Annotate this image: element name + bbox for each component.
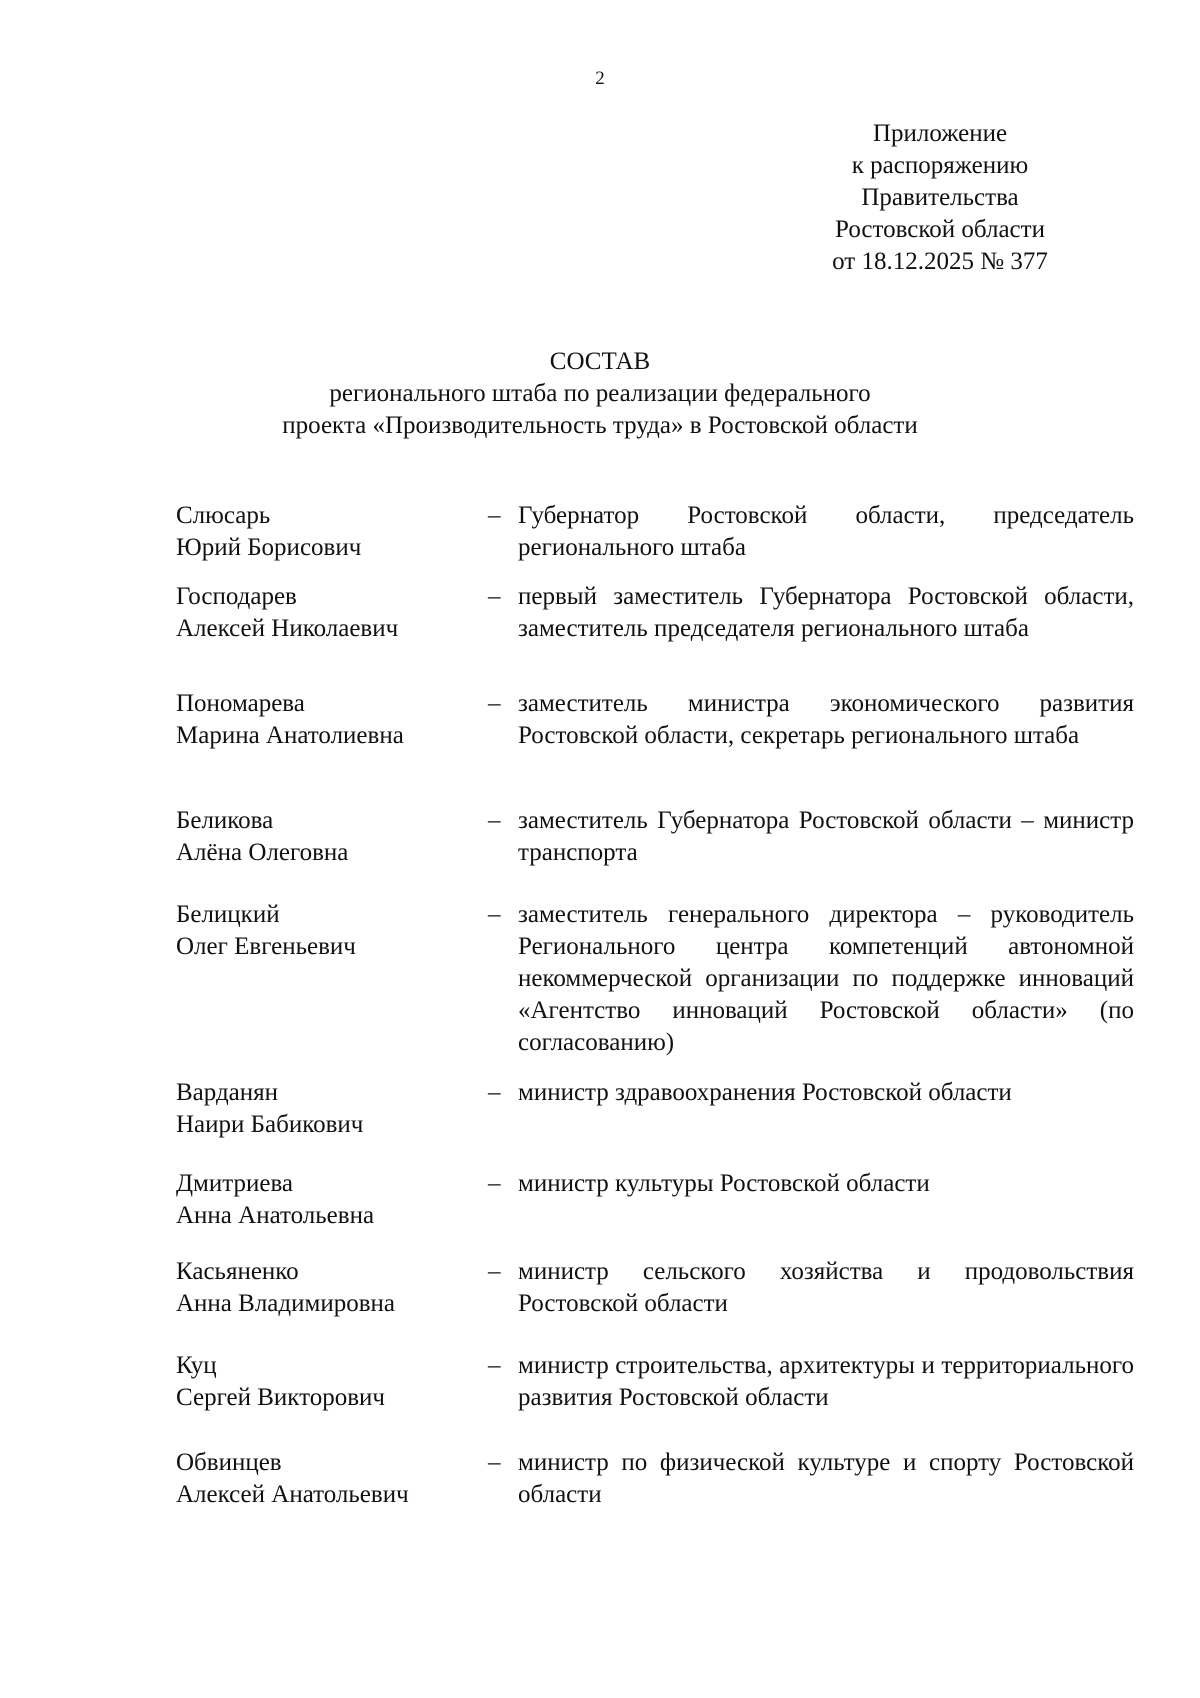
member-role: министр здравоохранения Ростовской области — [518, 1079, 1012, 1106]
appendix-line: Приложение — [872, 120, 1008, 147]
members-list — [176, 500, 1134, 1517]
member-role: заместитель генерального директора – руководитель Регионального центра компетенций автономной некоммерческой организации по поддержке инноваций «Агентство инноваций Ростовской области» (по согласованию) — [518, 901, 1134, 1056]
title-subtitle-line: регионального штаба по реализации федерального — [329, 380, 871, 407]
appendix-line: от 18.12.2025 № 377 — [832, 248, 1048, 275]
member-surname: Дмитриева — [176, 1170, 294, 1197]
appendix-line: Правительства — [861, 184, 1019, 211]
member-given-names: Алёна Олеговна — [176, 839, 349, 866]
member-name — [176, 1077, 488, 1141]
member-given-names: Анна Анатольевна — [176, 1202, 375, 1229]
member-surname: Слюсарь — [176, 502, 271, 529]
member-surname: Белицкий — [176, 901, 280, 928]
member-given-names: Сергей Викторович — [176, 1384, 385, 1411]
member-role: первый заместитель Губернатора Ростовской области, заместитель председателя регионального штаба — [518, 583, 1134, 642]
member-surname: Обвинцев — [176, 1449, 282, 1476]
member-name — [176, 688, 488, 752]
member-row — [176, 1447, 1134, 1517]
title-subtitle-line: проекта «Производительность труда» в Ростовской области — [282, 412, 918, 439]
member-surname: Куц — [176, 1352, 217, 1379]
member-dash: – — [488, 1258, 501, 1285]
member-dash: – — [488, 583, 501, 610]
member-role: заместитель Губернатора Ростовской области – министр транспорта — [518, 807, 1134, 866]
member-surname: Касьяненко — [176, 1258, 299, 1285]
member-row — [176, 899, 1134, 1077]
member-role: министр по физической культуре и спорту Ростовской области — [518, 1449, 1134, 1508]
member-role: Губернатор Ростовской области, председатель регионального штаба — [518, 502, 1134, 561]
member-given-names: Наири Бабикович — [176, 1111, 364, 1138]
member-dash: – — [488, 1170, 501, 1197]
member-name — [176, 805, 488, 869]
member-surname: Пономарева — [176, 690, 305, 717]
member-row — [176, 500, 1134, 581]
appendix-block — [800, 118, 1080, 278]
member-name — [176, 581, 488, 645]
member-row — [176, 1168, 1134, 1256]
member-role: министр строительства, архитектуры и территориального развития Ростовской области — [518, 1352, 1134, 1411]
member-given-names: Марина Анатолиевна — [176, 722, 404, 749]
member-surname: Беликова — [176, 807, 274, 834]
member-row — [176, 805, 1134, 899]
member-row — [176, 581, 1134, 688]
member-role: заместитель министра экономического развития Ростовской области, секретарь регионального штаба — [518, 690, 1134, 749]
member-row — [176, 688, 1134, 805]
member-dash: – — [488, 1079, 501, 1106]
member-name — [176, 1256, 488, 1320]
member-given-names: Олег Евгеньевич — [176, 933, 356, 960]
member-surname: Господарев — [176, 583, 297, 610]
member-dash: – — [488, 502, 501, 529]
member-given-names: Юрий Борисович — [176, 534, 362, 561]
member-name — [176, 899, 488, 963]
member-dash: – — [488, 690, 501, 717]
page-number: 2 — [595, 68, 605, 89]
appendix-line: к распоряжению — [851, 152, 1029, 179]
member-name — [176, 1350, 488, 1414]
member-row — [176, 1077, 1134, 1168]
appendix-line: Ростовской области — [835, 216, 1045, 243]
member-given-names: Анна Владимировна — [176, 1290, 395, 1317]
title-main: СОСТАВ — [549, 348, 651, 375]
member-role: министр сельского хозяйства и продовольствия Ростовской области — [518, 1258, 1134, 1317]
member-given-names: Алексей Николаевич — [176, 615, 399, 642]
member-name — [176, 500, 488, 564]
member-given-names: Алексей Анатольевич — [176, 1481, 409, 1508]
member-row — [176, 1256, 1134, 1350]
member-surname: Варданян — [176, 1079, 279, 1106]
member-name — [176, 1168, 488, 1232]
member-dash: – — [488, 807, 501, 834]
member-dash: – — [488, 901, 501, 928]
document-title — [0, 346, 1200, 442]
member-row — [176, 1350, 1134, 1447]
member-dash: – — [488, 1352, 501, 1379]
member-role: министр культуры Ростовской области — [518, 1170, 930, 1197]
member-name — [176, 1447, 488, 1511]
member-dash: – — [488, 1449, 501, 1476]
